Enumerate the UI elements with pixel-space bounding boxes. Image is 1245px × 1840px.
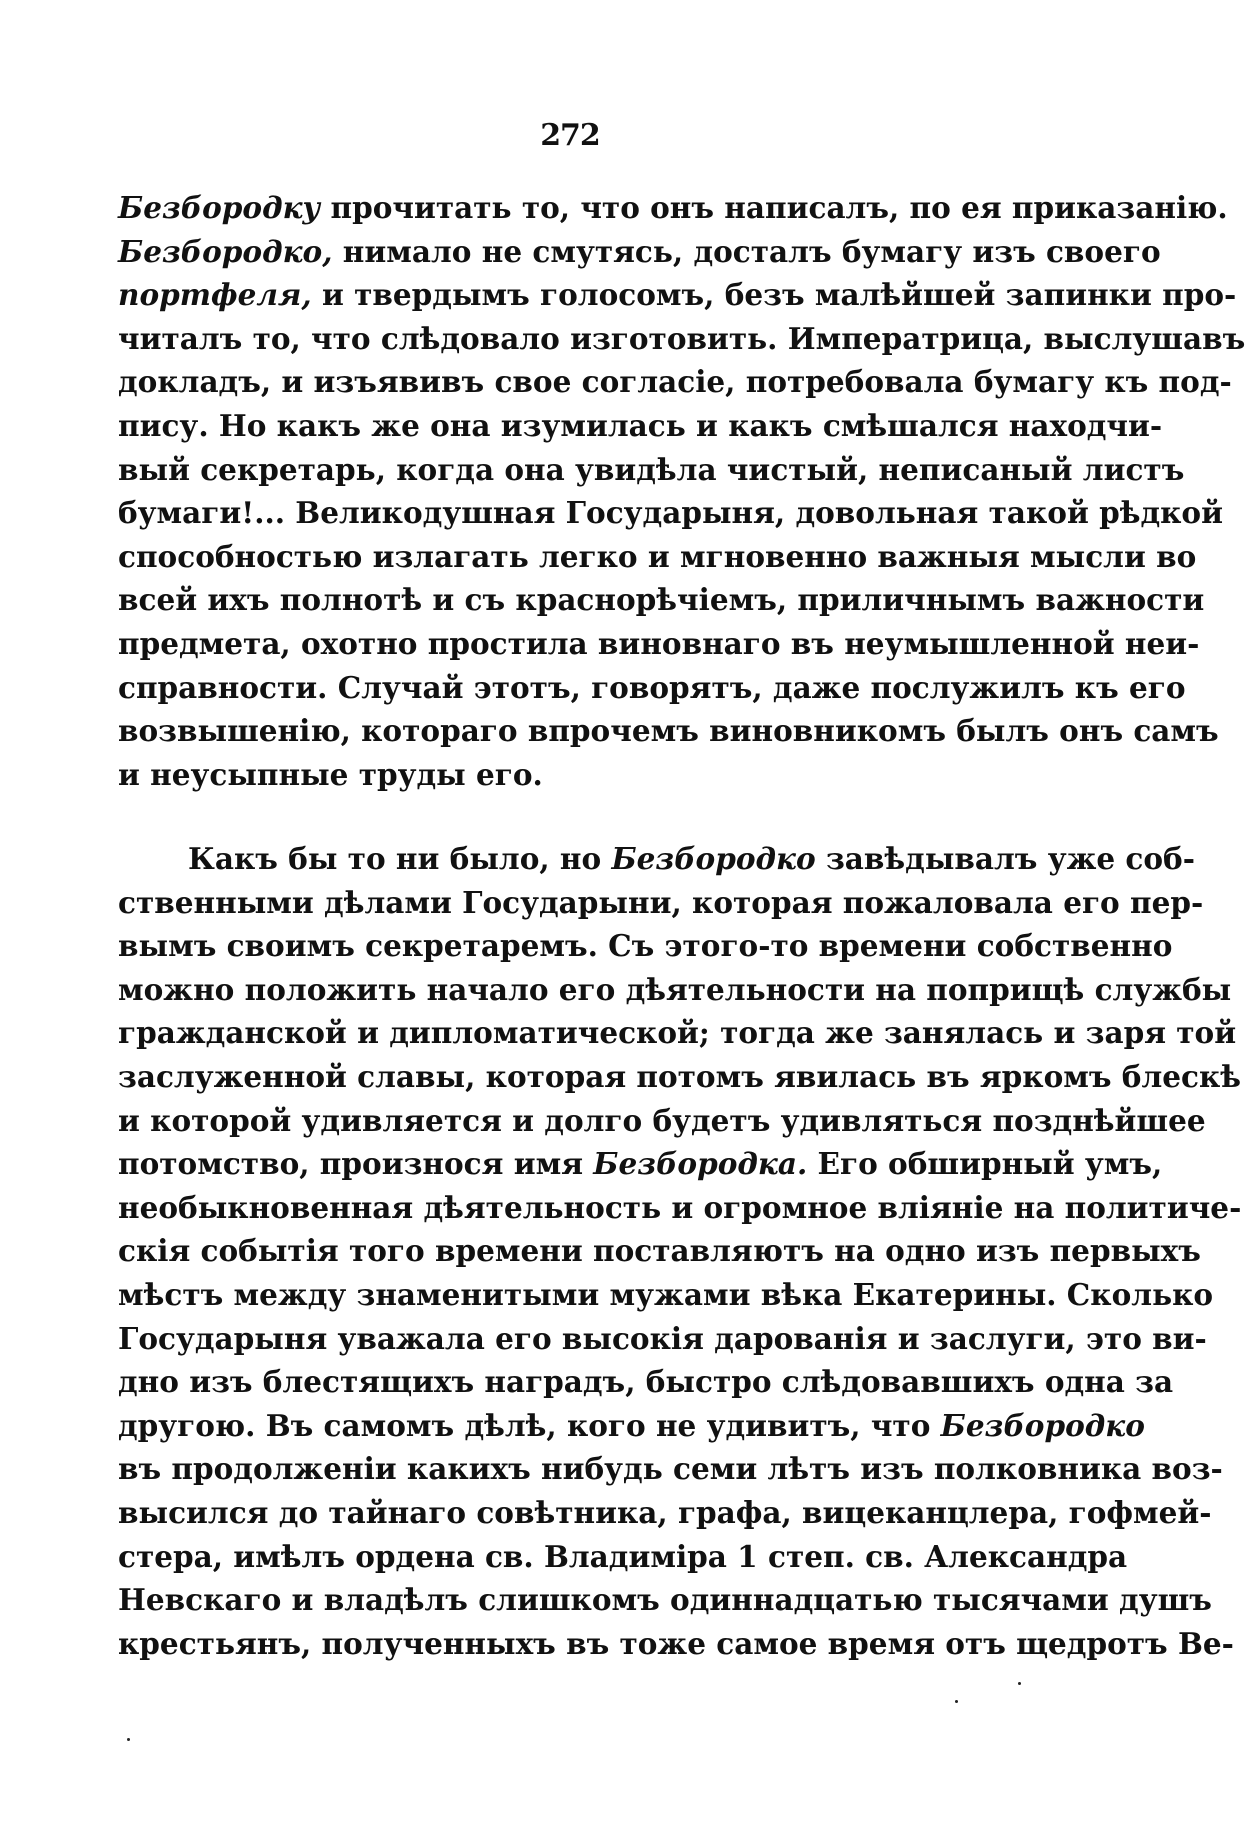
- text-line: [118, 186, 1228, 230]
- text-line: [118, 709, 1219, 753]
- text-line: [118, 578, 1205, 622]
- text-segment: докладъ, и изъявивъ свое согласіе, потребовала бумагу къ под-: [118, 364, 1232, 400]
- text-segment: потомство, произнося имя: [118, 1146, 594, 1182]
- text-line: [118, 753, 1080, 797]
- text-segment: мѣстъ между знаменитыми мужами вѣка Екатерины. Сколько: [118, 1276, 1214, 1312]
- text-line: [118, 1535, 1128, 1579]
- print-speck: [127, 1738, 130, 1741]
- text-segment: Государыня уважала его высокія дарованія и заслуги, это ви-: [118, 1320, 1207, 1356]
- text-line: [118, 317, 1245, 361]
- paragraph-2: [118, 837, 1242, 1665]
- text-line: [118, 1622, 1234, 1666]
- text-segment: Невскаго и владѣлъ слишкомъ одиннадцатью тысячами душъ: [118, 1582, 1212, 1618]
- text-segment: высился до тайнаго совѣтника, графа, вицеканцлера, гофмей-: [118, 1494, 1212, 1530]
- text-segment: Его обширный умъ,: [807, 1146, 1163, 1182]
- text-segment: читалъ то, что слѣдовало изготовить. Императрица, выслушавъ: [118, 320, 1245, 356]
- text-line: [118, 1011, 1237, 1055]
- text-segment: возвышенію, котораго впрочемъ виновникомъ былъ онъ самъ: [118, 713, 1219, 749]
- text-line: [118, 360, 1232, 404]
- text-segment: скія событія того времени поставляютъ на одно изъ первыхъ: [118, 1233, 1201, 1269]
- text-segment: вый секретарь, когда она увидѣла чистый, неписаный листъ: [118, 451, 1185, 487]
- print-speck: [1018, 1682, 1021, 1685]
- text-line: [118, 448, 1185, 492]
- text-segment: въ продолженіи какихъ нибудь семи лѣтъ изъ полковника воз-: [118, 1451, 1223, 1487]
- text-segment: Какъ бы то ни было, но: [188, 841, 612, 876]
- text-line: [118, 1142, 1163, 1186]
- text-segment: нимало не смутясь, досталъ бумагу изъ своего: [332, 233, 1161, 269]
- text-line: [118, 1578, 1212, 1622]
- text-segment: необыкновенная дѣятельность и огромное вліяніе на политиче-: [118, 1189, 1242, 1225]
- text-segment: можно положить начало его дѣятельности на поприщѣ службы: [118, 971, 1232, 1007]
- text-segment: способностью излагать легко и мгновенно важныя мысли во: [118, 538, 1197, 574]
- text-segment: прочитать то, что онъ написалъ, по ея приказанію.: [320, 190, 1228, 225]
- text-segment: другою. Въ самомъ дѣлѣ, кого не удивитъ, что: [118, 1407, 941, 1443]
- page-number: 272: [540, 118, 600, 153]
- text-segment: ственными дѣлами Государыни, которая пожаловала его пер-: [118, 884, 1204, 920]
- text-segment: и неусыпные труды его.: [118, 756, 543, 792]
- text-line: [118, 666, 1186, 710]
- italic-name: портфеля,: [118, 277, 312, 313]
- italic-name: Безбородку: [118, 190, 321, 225]
- italic-name: Безбородка.: [593, 1146, 808, 1182]
- text-segment: пису. Но какъ же она изумилась и какъ смѣшался находчи-: [118, 407, 1163, 443]
- text-segment: и которой удивляется и долго будетъ удивляться позднѣйшее: [118, 1102, 1206, 1138]
- text-line: [118, 1229, 1201, 1273]
- italic-name: Безбородко: [940, 1407, 1145, 1443]
- text-line: [118, 1273, 1214, 1317]
- text-line: [118, 1404, 1145, 1448]
- text-segment: предмета, охотно простила виновнаго въ неумышленной неи-: [118, 625, 1200, 661]
- text-segment: всей ихъ полнотѣ и съ краснорѣчіемъ, приличнымъ важности: [118, 582, 1205, 618]
- text-line: [118, 968, 1232, 1012]
- text-segment: и твердымъ голосомъ, безъ малѣйшей запинки про-: [311, 277, 1237, 313]
- text-line: [118, 230, 1161, 274]
- text-line: [118, 273, 1237, 317]
- text-segment: дно изъ блестящихъ наградъ, быстро слѣдовавшихъ одна за: [118, 1364, 1174, 1400]
- text-line: [118, 622, 1200, 666]
- paragraph-1: [118, 186, 1245, 796]
- text-segment: заслуженной славы, которая потомъ явилась въ яркомъ блескѣ: [118, 1058, 1242, 1094]
- text-line: [118, 837, 1195, 881]
- text-line: [118, 924, 1173, 968]
- print-speck: [955, 1700, 958, 1703]
- text-segment: вымъ своимъ секретаремъ. Съ этого-то времени собственно: [118, 928, 1173, 964]
- text-line: [118, 1491, 1212, 1535]
- text-line: [118, 881, 1204, 925]
- text-line: [118, 1055, 1242, 1099]
- text-line: [118, 1317, 1207, 1361]
- text-segment: бумаги!... Великодушная Государыня, довольная такой рѣдкой: [118, 495, 1223, 531]
- text-segment: крестьянъ, полученныхъ въ тоже самое время отъ щедротъ Ве-: [118, 1625, 1234, 1661]
- text-line: [118, 491, 1223, 535]
- text-segment: справности. Случай этотъ, говорятъ, даже послужилъ къ его: [118, 669, 1186, 705]
- text-segment: стера, имѣлъ ордена св. Владиміра 1 степ. св. Александра: [118, 1538, 1128, 1574]
- italic-name: Безбородко,: [118, 233, 333, 269]
- text-line: [118, 1186, 1242, 1230]
- text-segment: завѣдывалъ уже соб-: [815, 841, 1195, 876]
- text-line: [118, 404, 1163, 448]
- text-segment: гражданской и дипломатической; тогда же занялась и заря той: [118, 1015, 1237, 1051]
- text-line: [118, 535, 1197, 579]
- italic-name: Безбородко: [611, 841, 816, 876]
- text-line: [118, 1360, 1174, 1404]
- text-line: [118, 1447, 1223, 1491]
- text-line: [118, 1099, 1206, 1143]
